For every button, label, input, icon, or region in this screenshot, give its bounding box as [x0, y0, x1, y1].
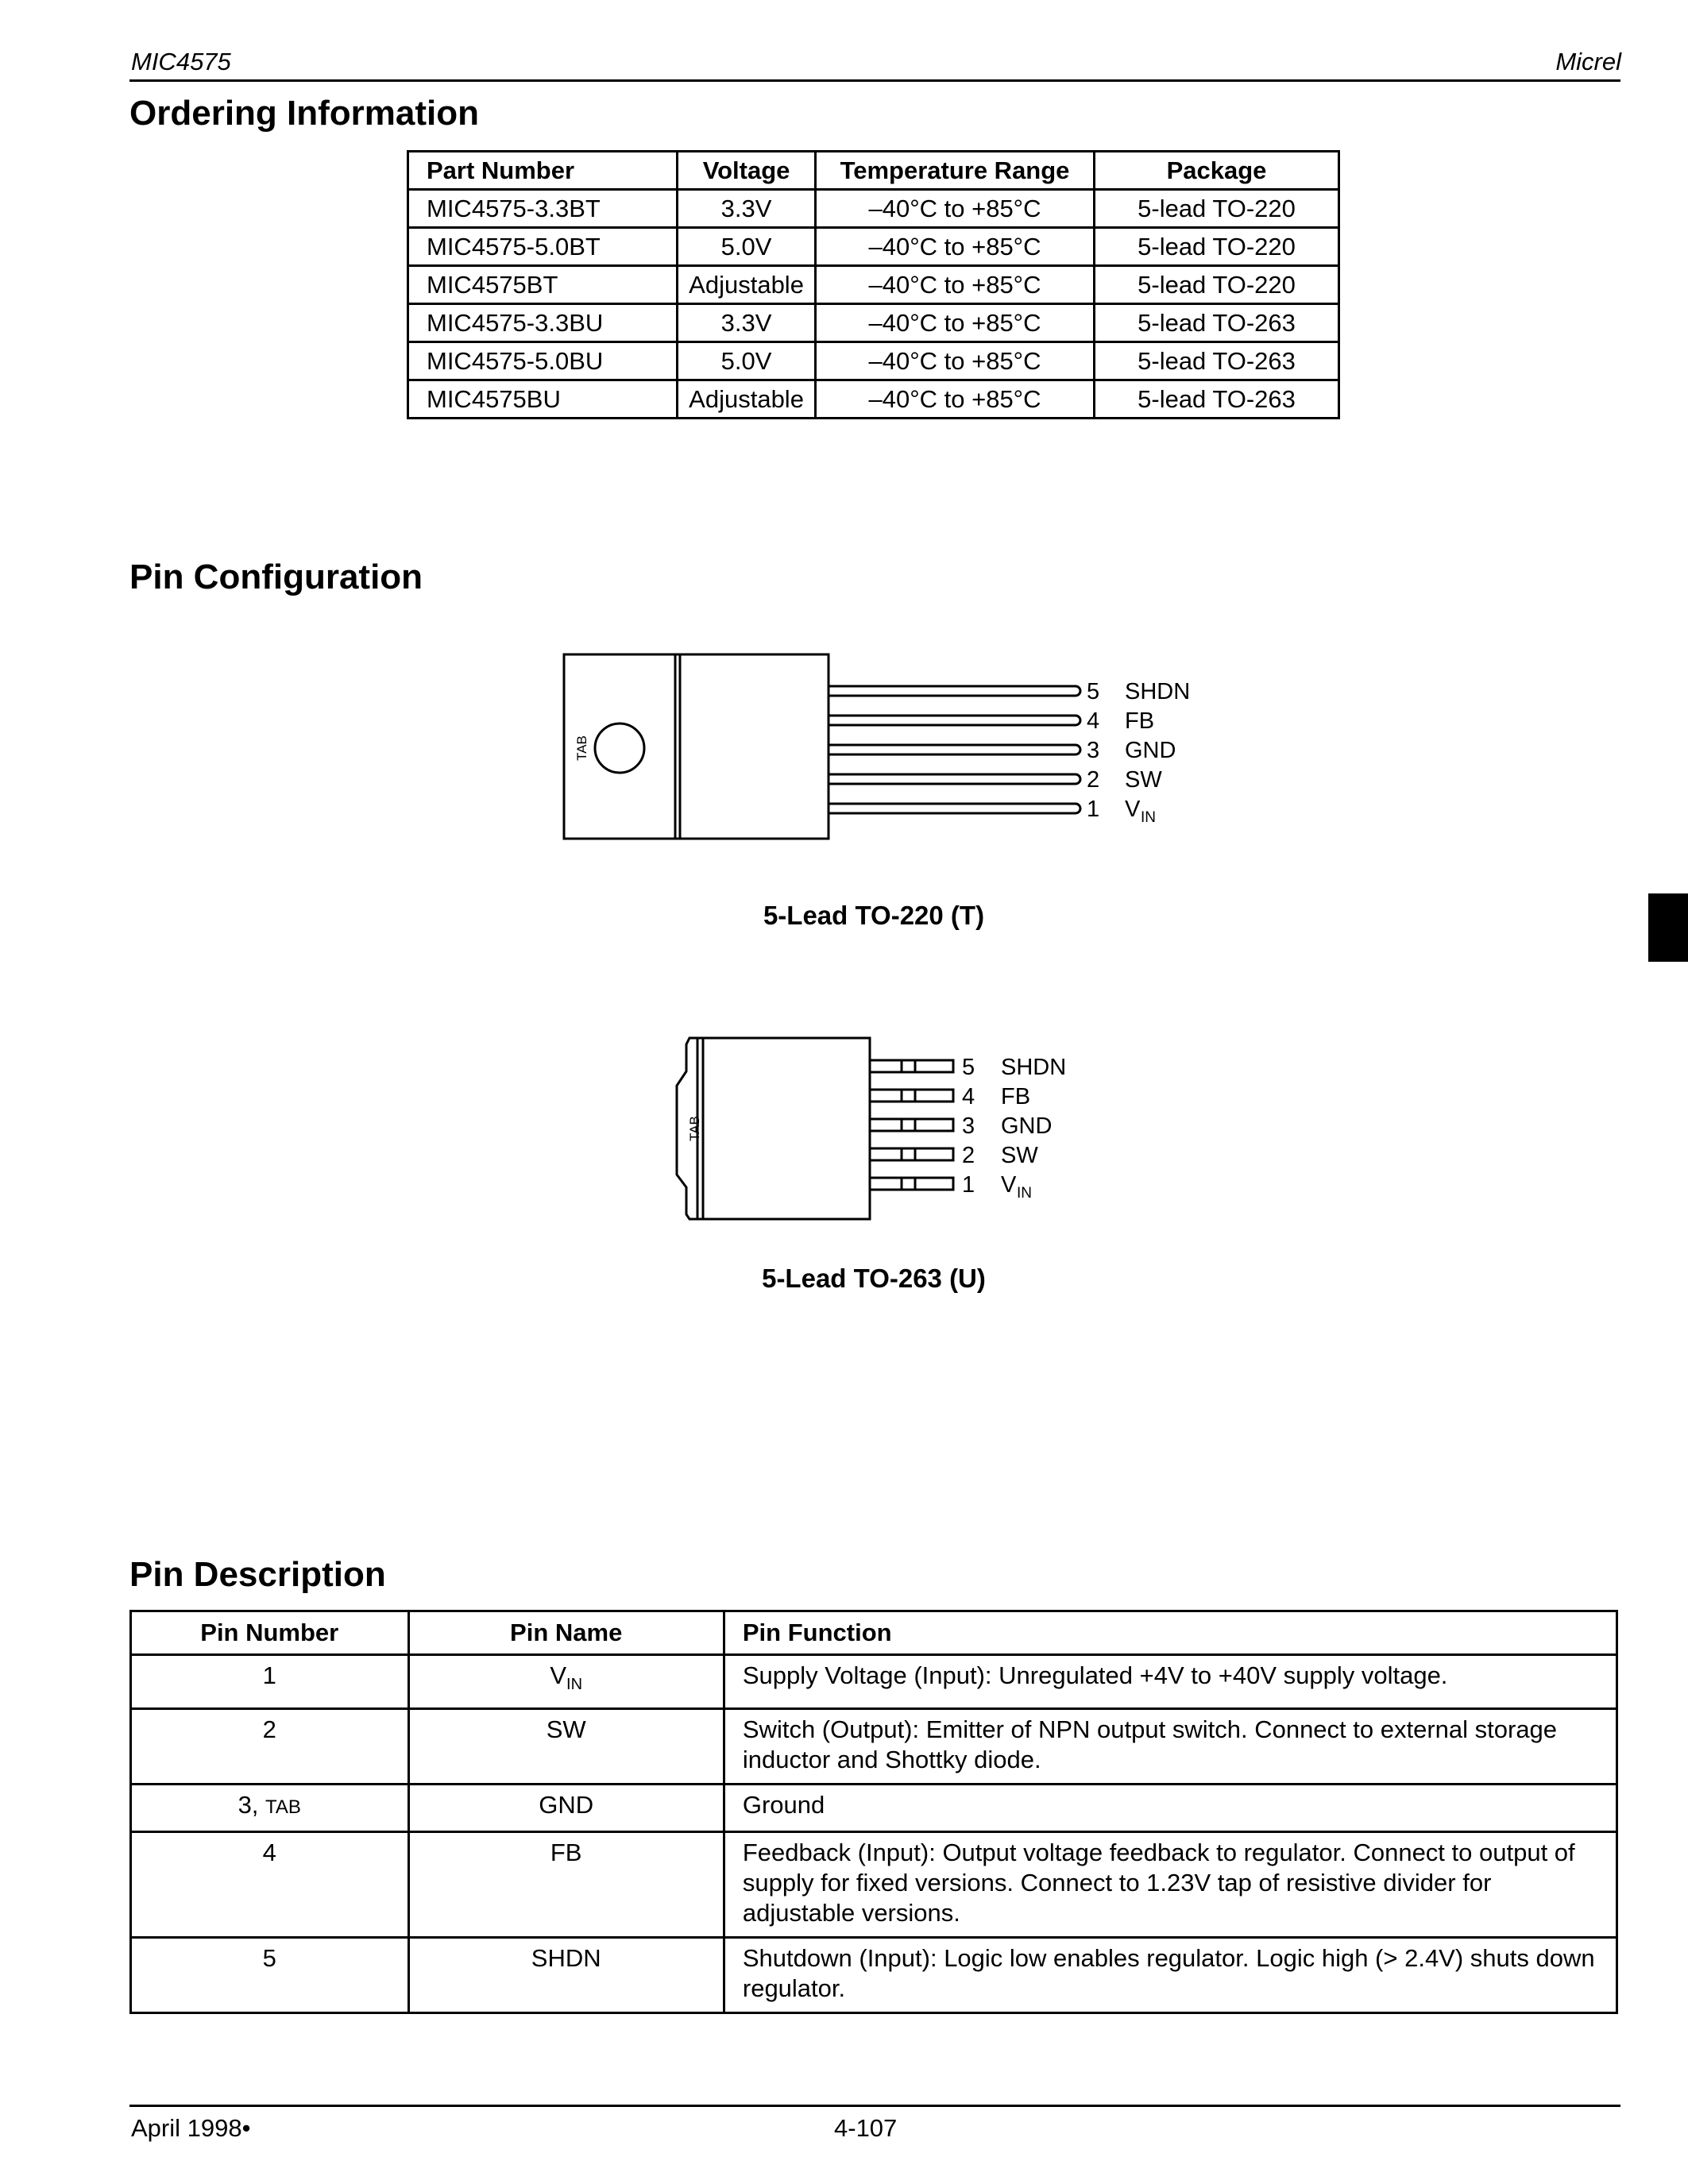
temp-range: –40°C to +85°C [815, 342, 1094, 380]
pin-name: SHDN [1125, 679, 1191, 704]
pin-function: Switch (Output): Emitter of NPN output switch. Connect to external storage inductor and Shottky diode. [724, 1709, 1617, 1785]
pin-desc-col-name: Pin Name [408, 1611, 724, 1655]
part-number: MIC4575BT [408, 266, 678, 304]
pin-number: 4 [262, 1839, 276, 1867]
pin-desc-table [129, 1610, 1618, 2014]
pin-function: Ground [724, 1785, 1617, 1832]
pin-name: GND [1001, 1113, 1053, 1139]
pin-number: 2 [962, 1143, 975, 1168]
pin-desc-title: Pin Description [129, 1555, 386, 1594]
pin-config-title: Pin Configuration [129, 558, 423, 596]
table-row [131, 1785, 1617, 1832]
pin-number: 3 [962, 1113, 975, 1139]
pin-name-cell [408, 1709, 724, 1785]
pin-number: 5 [962, 1055, 975, 1080]
package: 5-lead TO-263 [1095, 342, 1339, 380]
package: 5-lead TO-263 [1095, 380, 1339, 419]
pin-name: SHDN [531, 1944, 601, 1973]
pin-name-subscript: IN [566, 1676, 583, 1694]
to220-lead-1 [829, 804, 1080, 813]
pin-desc-col-function: Pin Function [724, 1611, 1617, 1655]
pin-desc-header-row [131, 1611, 1617, 1655]
pin-name-cell [408, 1655, 724, 1709]
header-company: Micrel [1555, 48, 1621, 75]
pin-name: FB [1001, 1084, 1031, 1109]
to263-body [677, 1038, 870, 1219]
ordering-col-voltage: Voltage [678, 152, 816, 190]
pin-number-cell [131, 1832, 409, 1938]
ordering-col-package: Package [1095, 152, 1339, 190]
pin-desc-col-number: Pin Number [131, 1611, 409, 1655]
package: 5-lead TO-220 [1095, 266, 1339, 304]
voltage: 5.0V [678, 228, 816, 266]
part-number: MIC4575-3.3BU [408, 304, 678, 342]
pin-number: 3, [238, 1791, 266, 1819]
pin-number: 2 [262, 1715, 276, 1744]
pin-number: 1 [1087, 797, 1100, 822]
temp-range: –40°C to +85°C [815, 228, 1094, 266]
to263-lead-2 [870, 1148, 953, 1160]
pin-number-tab: TAB [265, 1796, 301, 1819]
pin-name: SHDN [1001, 1055, 1067, 1080]
pin-name: SW [546, 1715, 586, 1744]
pin-name: GND [539, 1791, 594, 1819]
to220-lead-3 [829, 745, 1080, 754]
table-row [131, 1938, 1617, 2013]
table-row [408, 190, 1339, 228]
pin-name-subscript: IN [1141, 809, 1156, 826]
footer-rule [129, 2105, 1620, 2107]
voltage: 3.3V [678, 304, 816, 342]
pin-number: 4 [962, 1084, 975, 1109]
to220-lead-4 [829, 716, 1080, 725]
to220-tab-label: TAB [574, 735, 589, 761]
table-row [408, 266, 1339, 304]
package: 5-lead TO-220 [1095, 228, 1339, 266]
pin-name: FB [1125, 708, 1155, 734]
to263-lead-1 [870, 1178, 953, 1190]
footer-date: April 1998• [131, 2114, 251, 2142]
to263-package-diagram [675, 1028, 1088, 1227]
temp-range: –40°C to +85°C [815, 190, 1094, 228]
pin-name: SW [1001, 1143, 1038, 1168]
package: 5-lead TO-263 [1095, 304, 1339, 342]
pin-name-cell [408, 1785, 724, 1832]
table-row [131, 1832, 1617, 1938]
package: 5-lead TO-220 [1095, 190, 1339, 228]
pin-name: V [1125, 797, 1141, 822]
to263-lead-4 [870, 1090, 953, 1102]
pin-number-cell [131, 1785, 409, 1832]
pin-name-subscript: IN [1017, 1185, 1032, 1202]
table-row [131, 1655, 1617, 1709]
pin-function: Shutdown (Input): Logic low enables regulator. Logic high (> 2.4V) shuts down regulator. [724, 1938, 1617, 2013]
table-row [408, 228, 1339, 266]
pin-number-cell [131, 1655, 409, 1709]
table-row [408, 342, 1339, 380]
to220-body [564, 654, 829, 839]
temp-range: –40°C to +85°C [815, 304, 1094, 342]
pin-name: SW [1125, 767, 1162, 793]
voltage: Adjustable [678, 380, 816, 419]
header-doc-id: MIC4575 [131, 48, 231, 75]
pin-function: Supply Voltage (Input): Unregulated +4V to +40V supply voltage. [724, 1655, 1617, 1709]
temp-range: –40°C to +85°C [815, 380, 1094, 419]
to220-lead-2 [829, 774, 1080, 784]
ordering-col-part: Part Number [408, 152, 678, 190]
ordering-table [407, 150, 1340, 419]
to263-tab-label: TAB [687, 1116, 702, 1141]
pin-number: 2 [1087, 767, 1100, 793]
section-thumb-tab [1648, 893, 1688, 962]
to220-package-diagram [556, 651, 1207, 850]
pin-name-cell [408, 1832, 724, 1938]
to263-lead-3 [870, 1119, 953, 1131]
to263-lead-5 [870, 1060, 953, 1072]
to263-caption: 5-Lead TO-263 (U) [762, 1264, 986, 1293]
ordering-title: Ordering Information [129, 94, 479, 133]
table-row [408, 380, 1339, 419]
pin-function: Feedback (Input): Output voltage feedback to regulator. Connect to output of supply for fixed versions. Connect to 1.23V tap of resistive divider for adjustable versions. [724, 1832, 1617, 1938]
pin-number-cell [131, 1709, 409, 1785]
pin-number: 4 [1087, 708, 1100, 734]
pin-number: 5 [1087, 679, 1100, 704]
to220-lead-5 [829, 686, 1080, 696]
table-row [408, 304, 1339, 342]
pin-number-cell [131, 1938, 409, 2013]
table-row [131, 1709, 1617, 1785]
pin-name: FB [550, 1839, 582, 1867]
pin-name: V [550, 1661, 567, 1689]
pin-number: 5 [262, 1944, 276, 1973]
header-rule [129, 79, 1620, 82]
mounting-hole-icon [595, 723, 644, 773]
voltage: 3.3V [678, 190, 816, 228]
part-number: MIC4575-3.3BT [408, 190, 678, 228]
pin-name: GND [1125, 738, 1176, 763]
voltage: 5.0V [678, 342, 816, 380]
ordering-col-temp: Temperature Range [815, 152, 1094, 190]
ordering-header-row [408, 152, 1339, 190]
pin-number: 1 [262, 1661, 276, 1689]
footer-page-number: 4-107 [834, 2114, 898, 2142]
part-number: MIC4575-5.0BU [408, 342, 678, 380]
part-number: MIC4575BU [408, 380, 678, 419]
pin-number: 3 [1087, 738, 1100, 763]
temp-range: –40°C to +85°C [815, 266, 1094, 304]
pin-name-cell [408, 1938, 724, 2013]
part-number: MIC4575-5.0BT [408, 228, 678, 266]
voltage: Adjustable [678, 266, 816, 304]
to220-caption: 5-Lead TO-220 (T) [763, 901, 985, 930]
pin-name: V [1001, 1172, 1017, 1198]
pin-number: 1 [962, 1172, 975, 1198]
